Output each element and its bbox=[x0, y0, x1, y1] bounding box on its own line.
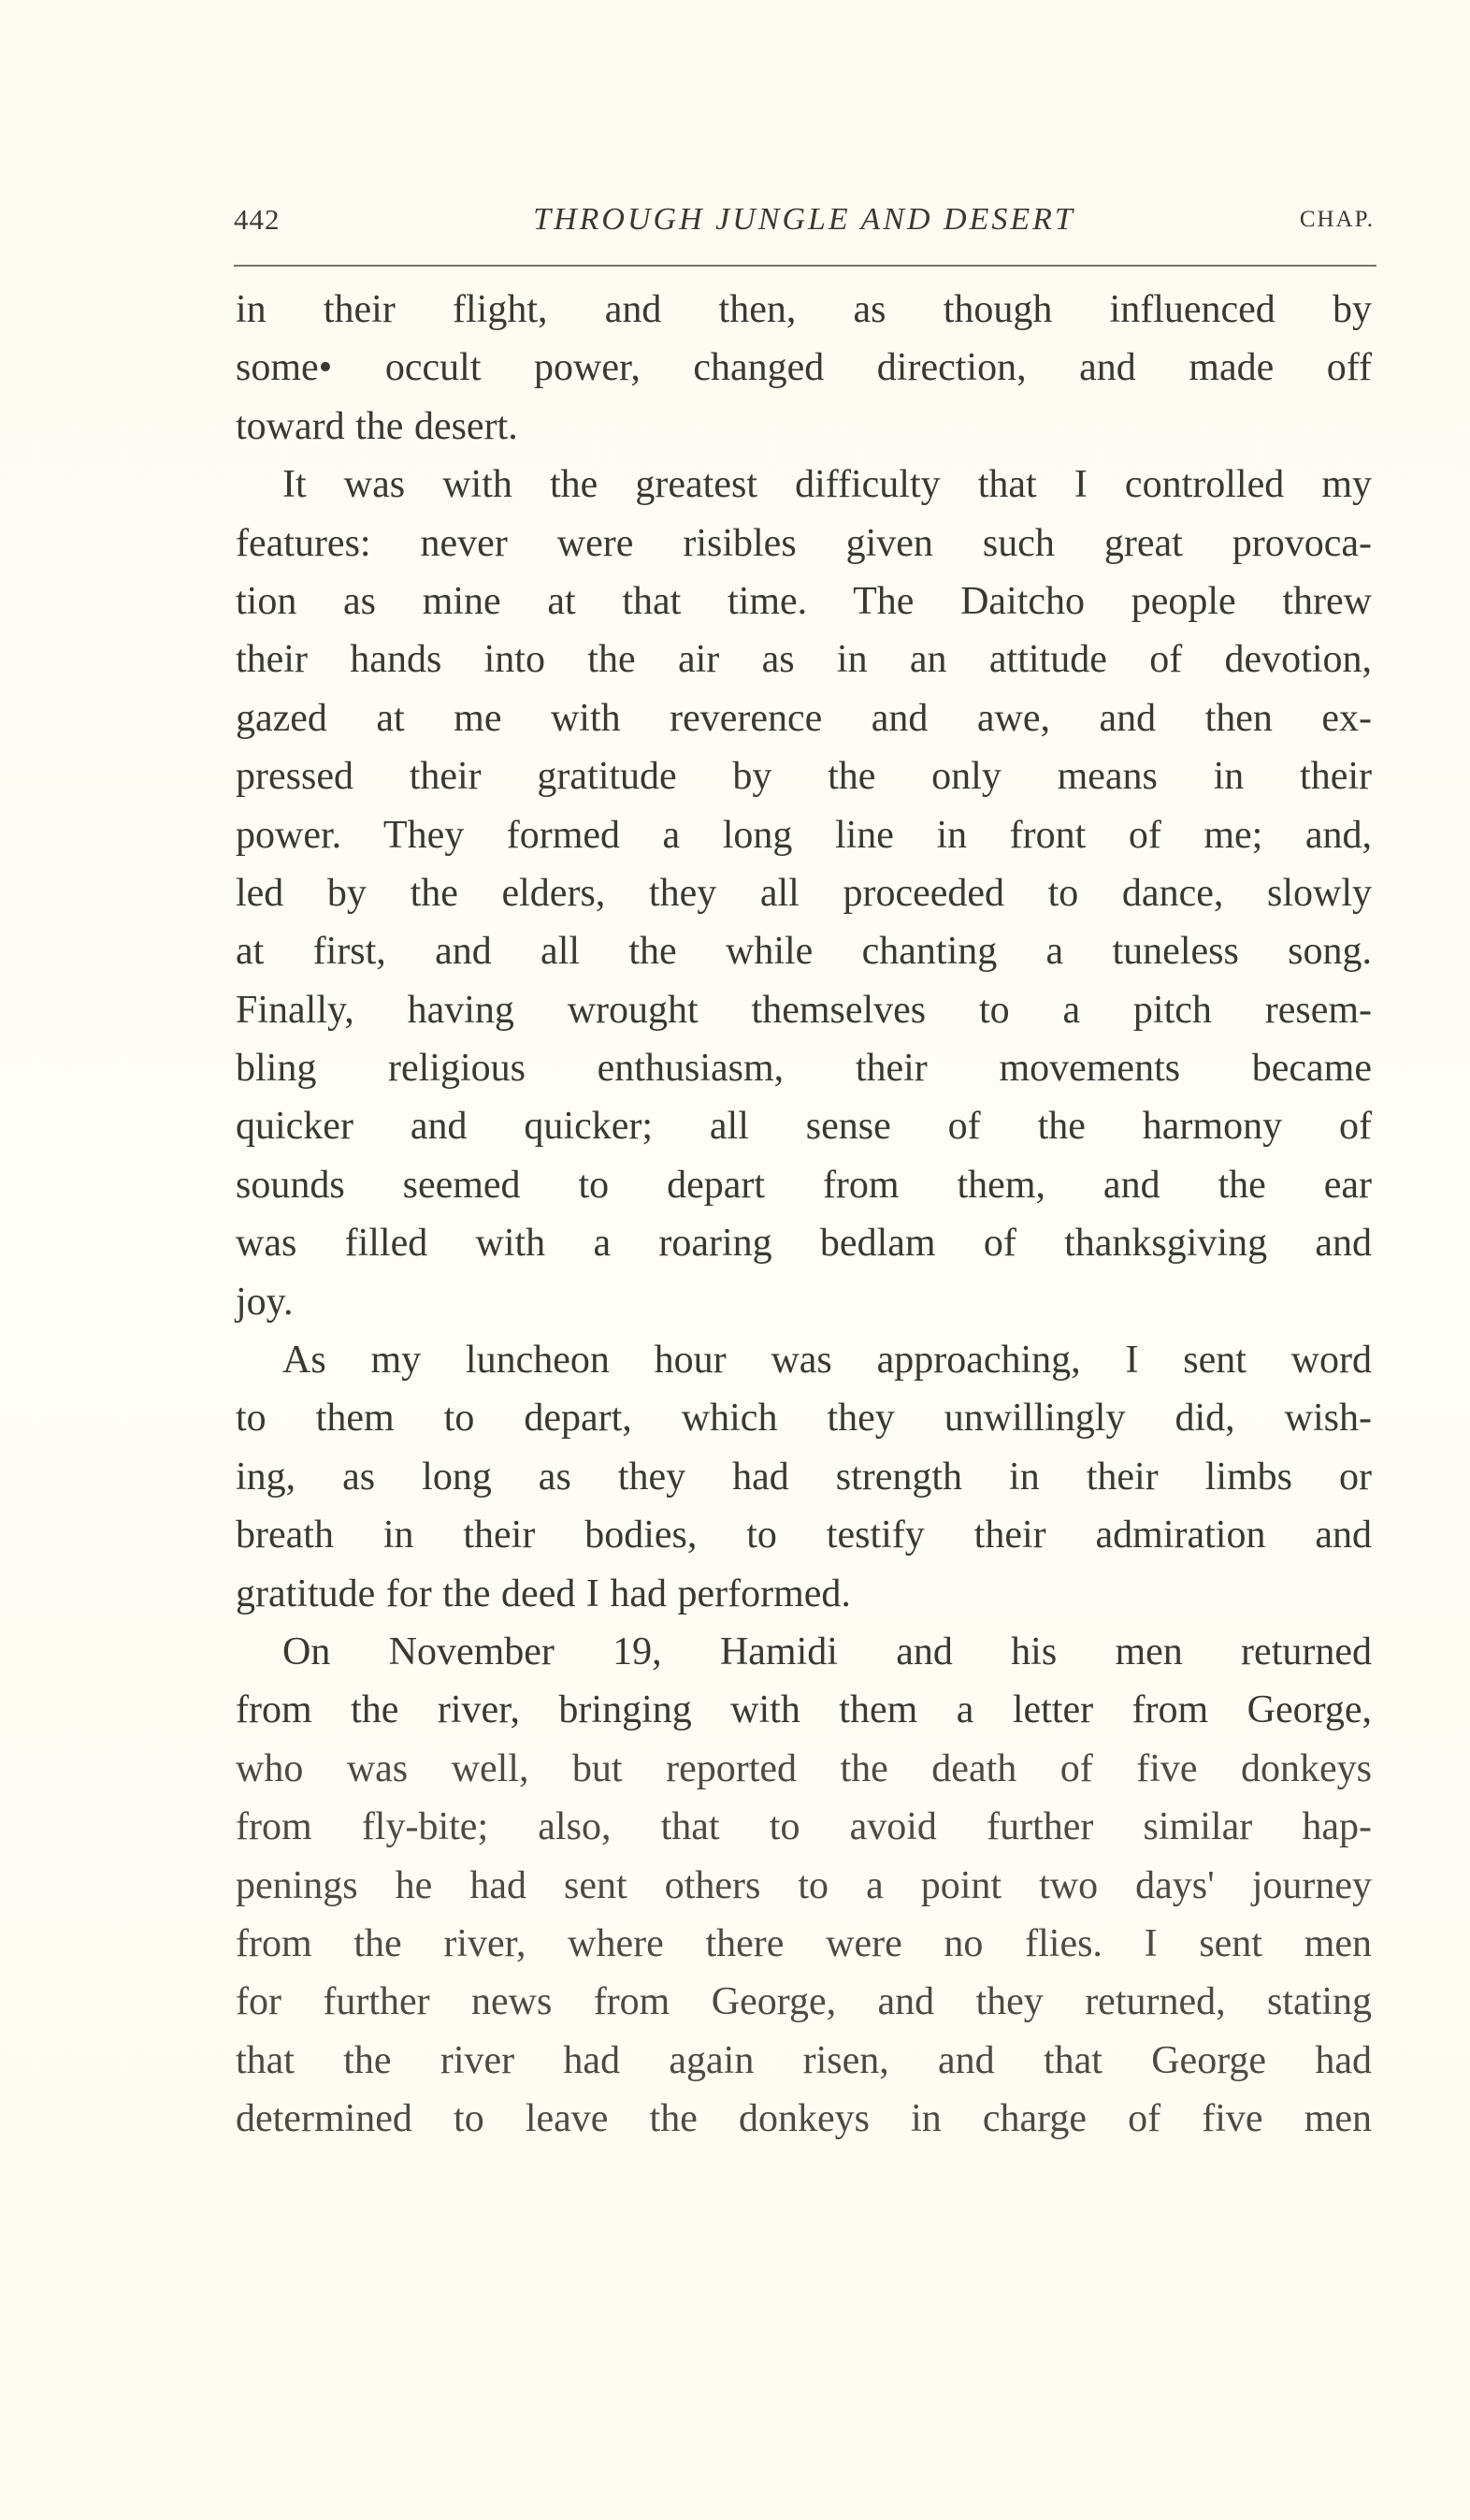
text-line: quicker and quicker; all sense of the harmony of bbox=[236, 1105, 1372, 1149]
text-line: On November 19, Hamidi and his men returned bbox=[282, 1629, 1372, 1673]
text-line: from the river, bringing with them a letter from George, bbox=[236, 1688, 1372, 1732]
text-line: who was well, but reported the death of five donkeys bbox=[236, 1746, 1372, 1790]
running-head bbox=[234, 192, 1375, 248]
text-line: that the river had again risen, and that George had bbox=[236, 2038, 1372, 2082]
text-line: pressed their gratitude by the only means in their bbox=[236, 755, 1372, 799]
page-number: 442 bbox=[234, 203, 281, 236]
running-title: THROUGH JUNGLE AND DESERT bbox=[533, 202, 1075, 237]
text-line: bling religious enthusiasm, their movements became bbox=[236, 1047, 1372, 1091]
text-line: gratitude for the deed I had performed. bbox=[236, 1571, 851, 1615]
text-line: from fly-bite; also, that to avoid further similar hap- bbox=[236, 1805, 1372, 1849]
text-line: ing, as long as they had strength in their limbs or bbox=[236, 1455, 1372, 1499]
body-text bbox=[236, 281, 1372, 2149]
text-line: As my luncheon hour was approaching, I sent word bbox=[282, 1339, 1372, 1383]
text-line: tion as mine at that time. The Daitcho people threw bbox=[236, 579, 1372, 623]
text-line: joy. bbox=[236, 1280, 294, 1324]
text-line: some• occult power, changed direction, and made off bbox=[236, 346, 1372, 390]
text-line: was filled with a roaring bedlam of thanksgiving and bbox=[236, 1222, 1372, 1266]
text-line: It was with the greatest difficulty that I controlled my bbox=[282, 463, 1372, 507]
text-line: toward the desert. bbox=[236, 404, 518, 448]
text-line: sounds seemed to depart from them, and the ear bbox=[236, 1163, 1372, 1207]
header-rule bbox=[234, 265, 1376, 267]
text-line: for further news from George, and they returned, stating bbox=[236, 1980, 1372, 2024]
text-line: power. They formed a long line in front of me; and, bbox=[236, 813, 1372, 857]
text-line: at first, and all the while chanting a tuneless song. bbox=[236, 930, 1372, 974]
text-line: to them to depart, which they unwillingly did, wish- bbox=[236, 1397, 1372, 1441]
text-line: determined to leave the donkeys in charge of five men bbox=[236, 2097, 1372, 2141]
text-line: from the river, where there were no flies. I sent men bbox=[236, 1921, 1372, 1965]
text-line: led by the elders, they all proceeded to dance, slowly bbox=[236, 871, 1372, 915]
text-line: gazed at me with reverence and awe, and then ex- bbox=[236, 696, 1372, 740]
chapter-label: CHAP. bbox=[1299, 207, 1375, 232]
text-line: breath in their bodies, to testify their admiration and bbox=[236, 1513, 1372, 1557]
text-line: their hands into the air as in an attitude of devotion, bbox=[236, 638, 1372, 682]
text-line: Finally, having wrought themselves to a pitch resem- bbox=[236, 988, 1372, 1032]
text-line: in their flight, and then, as though influenced by bbox=[236, 288, 1372, 331]
text-line: penings he had sent others to a point two days' journey bbox=[236, 1863, 1372, 1907]
text-line: features: never were risibles given such great provoca- bbox=[236, 521, 1372, 565]
